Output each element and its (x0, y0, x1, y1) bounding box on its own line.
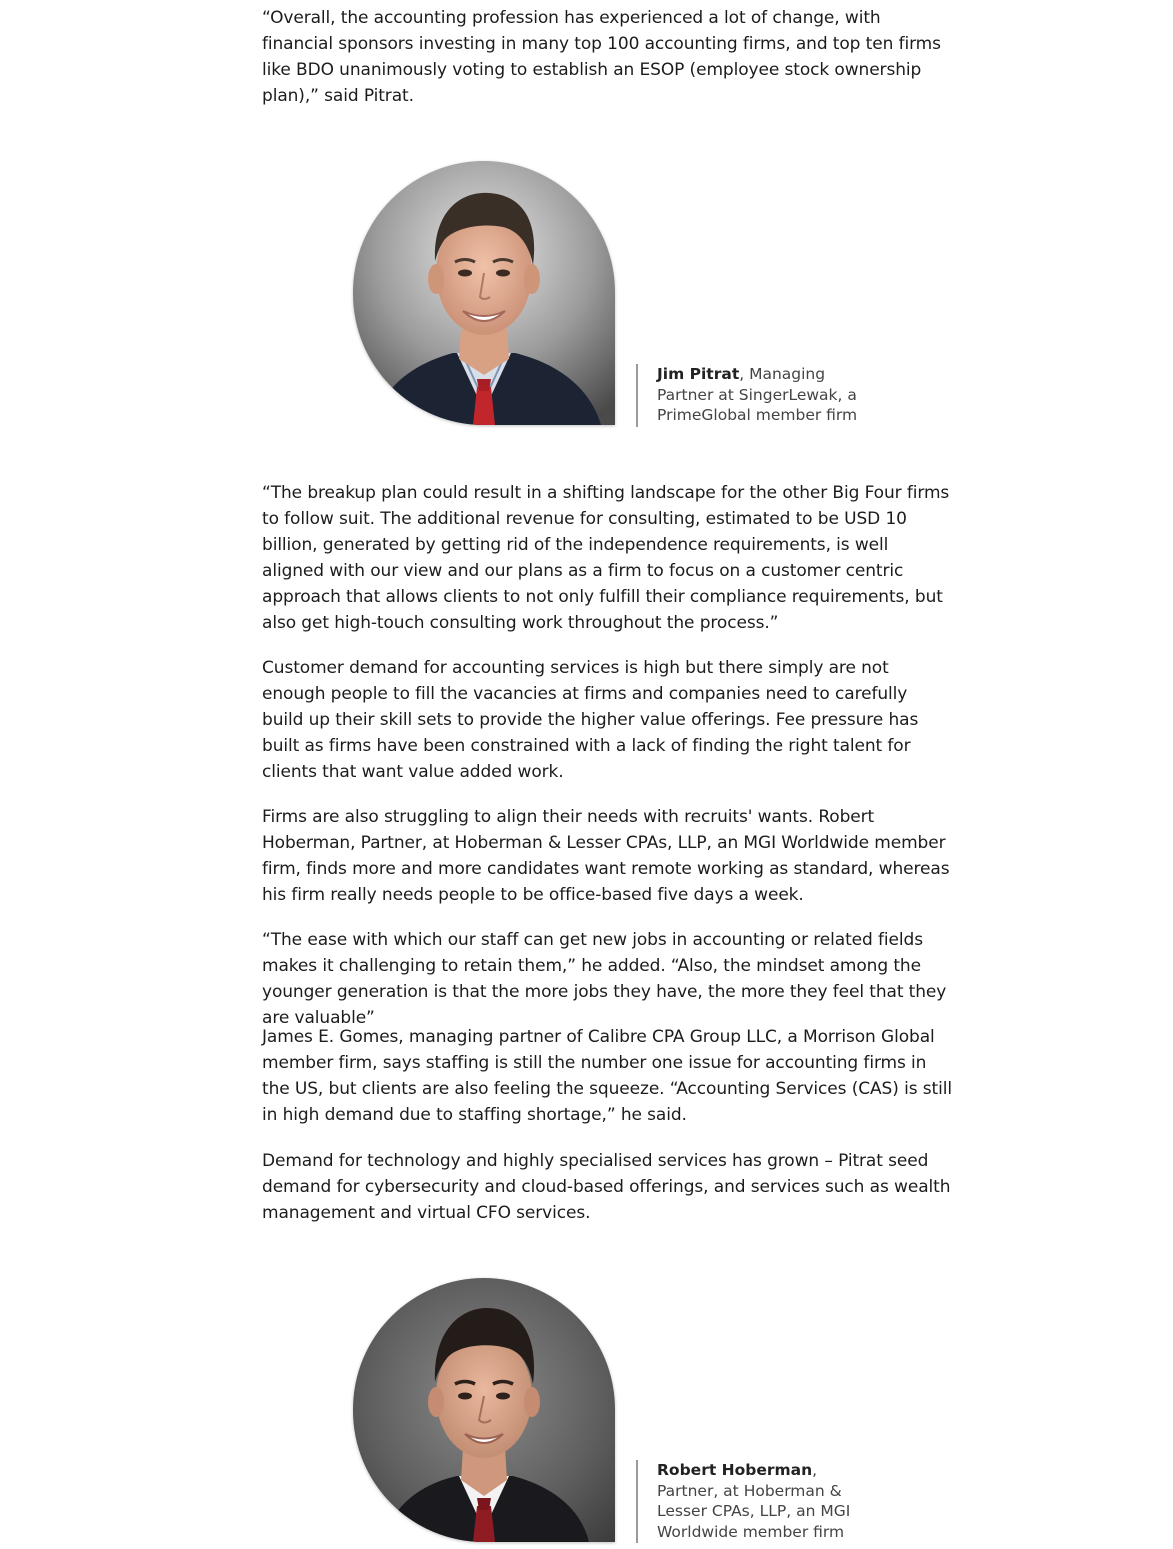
paragraph-gomes: James E. Gomes, managing partner of Calibre CPA Group LLC, a Morrison Global member firm, says staffing is still the number one issue for accounting firms in the US, but clients are also feeling the squeeze. “Accounting Services (CAS) is still in high demand due to staffing shortage,” he said. (262, 1027, 952, 1125)
portrait-jim-pitrat (353, 161, 615, 425)
caption-jim-pitrat (636, 364, 877, 427)
caption-robert-hoberman (636, 1460, 867, 1543)
paragraph-recruits: Firms are also struggling to align their needs with recruits' wants. Robert Hoberman, Partner, at Hoberman & Lesser CPAs, LLP, an MGI Worldwide member firm, finds more and more candidates want remote working as standard, whereas his firm really needs people to be office-based five days a week. (262, 807, 950, 905)
portrait-photo-illustration (353, 161, 615, 425)
paragraph-customer-demand: Customer demand for accounting services is high but there simply are not enough people to fill the vacancies at firms and companies need to carefully build up their skill sets to provide the higher value offerings. Fee pressure has built as firms have been constrained with a lack of finding the right talent for clients that want value added work. (262, 658, 919, 782)
portrait-robert-hoberman (353, 1278, 615, 1542)
caption-title: , Partner, at Hoberman & Lesser CPAs, LLP, an MGI Worldwide member firm (657, 1461, 851, 1541)
caption-name: Jim Pitrat (657, 365, 740, 383)
paragraph-breakup-quote: “The breakup plan could result in a shifting landscape for the other Big Four firms to follow suit. The additional revenue for consulting, estimated to be USD 10 billion, generated by getting rid of the independence requirements, is well aligned with our view and our plans as a firm to focus on a customer centric approach that allows clients to not only fulfill their compliance requirements, but also get high-touch consulting work throughout the process.” (262, 483, 950, 633)
paragraph-retention-quote: “The ease with which our staff can get new jobs in accounting or related fields makes it challenging to retain them,” he added. “Also, the mindset among the younger generation is that the more jobs they have, the more they feel that they are valuable” (262, 930, 947, 1028)
portrait-photo-illustration (353, 1278, 615, 1542)
paragraph-pitrat-quote: “Overall, the accounting profession has experienced a lot of change, with financial sponsors investing in many top 100 accounting firms, and top ten firms like BDO unanimously voting to establish an ESOP (employee stock ownership plan),” said Pitrat. (262, 8, 941, 106)
caption-title: , Managing Partner at SingerLewak, a PrimeGlobal member firm (657, 365, 858, 424)
paragraph-technology-demand: Demand for technology and highly specialised services has grown – Pitrat seed demand for cybersecurity and cloud-based offerings, and services such as wealth management and virtual CFO services. (262, 1151, 951, 1223)
caption-name: Robert Hoberman (657, 1461, 813, 1479)
